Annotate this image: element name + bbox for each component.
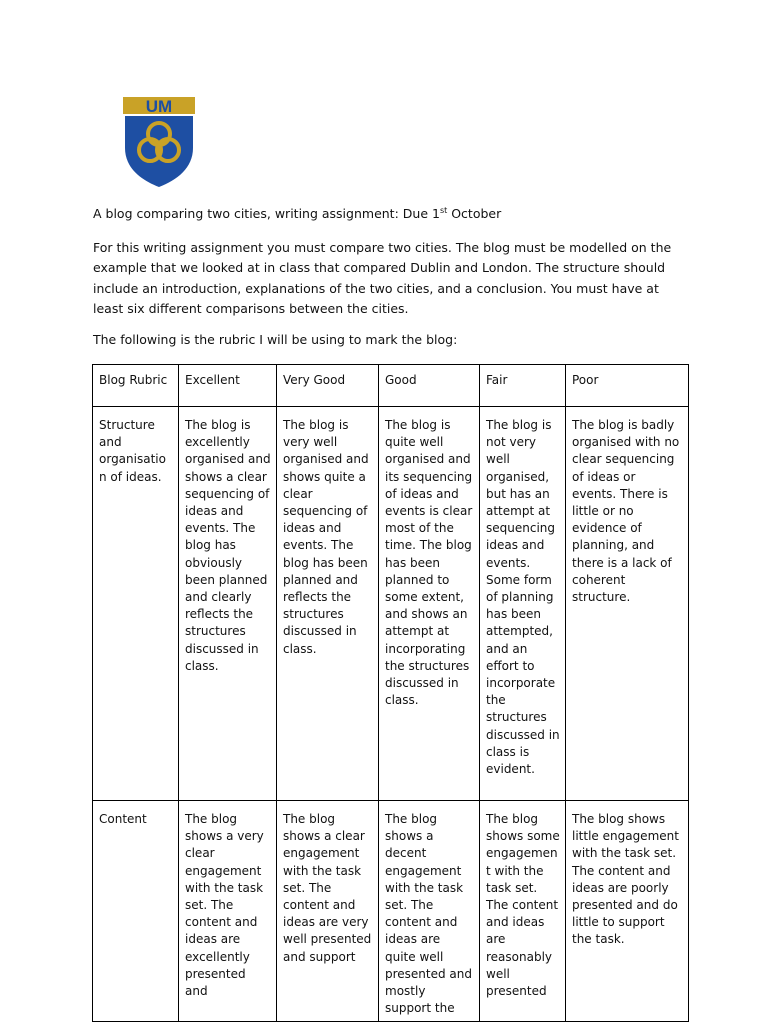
table-cell: The blog shows little engagement with the task set. The content and ideas are poorly presented and do little to support the task.: [566, 801, 689, 1022]
row-label: Structure and organisation of ideas.: [93, 407, 179, 801]
table-header-cell: Very Good: [277, 365, 379, 407]
table-cell: The blog is excellently organised and shows a clear sequencing of ideas and events. The blog has obviously been planned and clearly reflects the structures discussed in class.: [179, 407, 277, 801]
university-logo: [121, 96, 197, 188]
table-cell: The blog is very well organised and shows quite a clear sequencing of ideas and events. The blog has been planned and reflects the structures discussed in class.: [277, 407, 379, 801]
logo-text: UM: [145, 97, 173, 116]
table-cell: The blog shows some engagement with the task set. The content and ideas are reasonably well presented: [480, 801, 566, 1022]
table-header-row: [93, 365, 689, 407]
table-cell: The blog shows a clear engagement with the task set. The content and ideas are very well presented and support: [277, 801, 379, 1022]
table-row: [93, 801, 689, 1022]
table-row: [93, 407, 689, 801]
table-header-cell: Blog Rubric: [93, 365, 179, 407]
row-label: Content: [93, 801, 179, 1022]
table-header-cell: Excellent: [179, 365, 277, 407]
table-header-cell: Good: [379, 365, 480, 407]
table-cell: The blog is quite well organised and its sequencing of ideas and events is clear most of the time. The blog has been planned to some extent, and shows an attempt at incorporating the structures discussed in class.: [379, 407, 480, 801]
table-cell: The blog is badly organised with no clear sequencing of ideas or events. There is little or no evidence of planning, and there is a lack of coherent structure.: [566, 407, 689, 801]
assignment-heading: A blog comparing two cities, writing assignment: Due 1st October: [93, 205, 502, 221]
table-header-cell: Fair: [480, 365, 566, 407]
assignment-instructions: For this writing assignment you must compare two cities. The blog must be modelled on the example that we looked at in class that compared Dublin and London. The structure should include an introduction, explanations of the two cities, and a conclusion. You must have at least six different comparisons between the cities.: [93, 240, 672, 317]
table-cell: The blog shows a very clear engagement with the task set. The content and ideas are excellently presented and: [179, 801, 277, 1022]
table-header-cell: Poor: [566, 365, 689, 407]
rubric-table: [92, 364, 689, 1022]
table-cell: The blog shows a decent engagement with the task set. The content and ideas are quite well presented and mostly support the: [379, 801, 480, 1022]
table-cell: The blog is not very well organised, but has an attempt at sequencing ideas and events. Some form of planning has been attempted, and an effort to incorporate the structures discussed in class is evident.: [480, 407, 566, 801]
rubric-introduction: The following is the rubric I will be using to mark the blog:: [93, 332, 458, 347]
